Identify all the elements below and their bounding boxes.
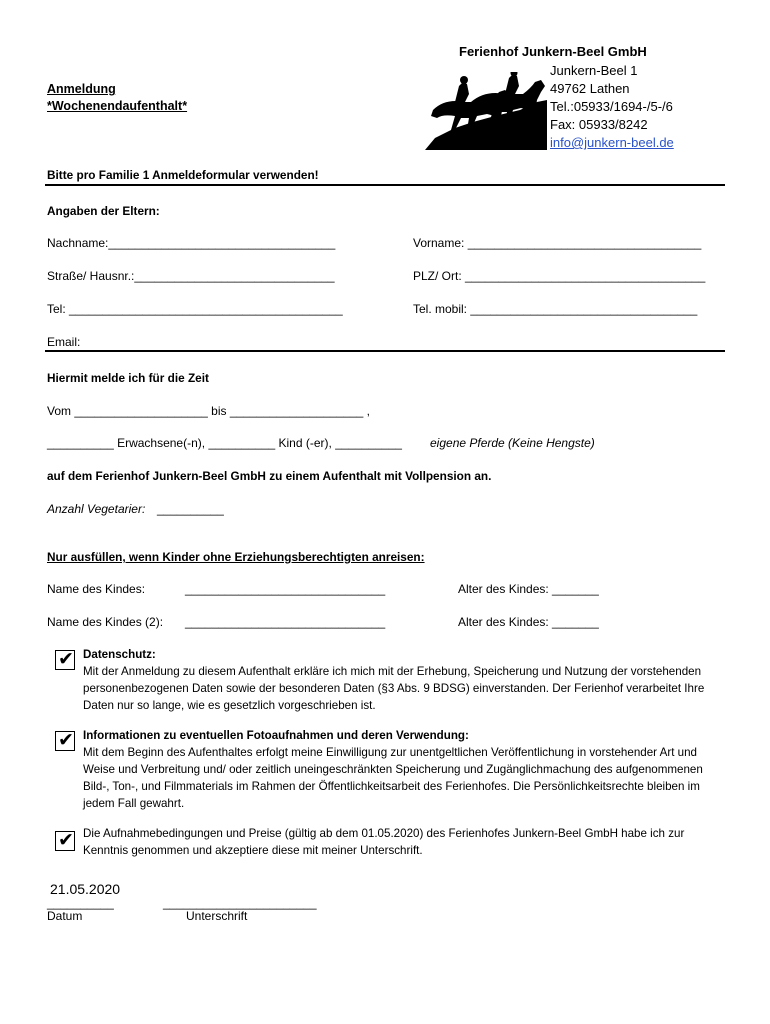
stay-text: auf dem Ferienhof Junkern-Beel GmbH zu einem Aufenthalt mit Vollpension an.: [47, 469, 492, 483]
checkmark-icon: ✔: [58, 829, 74, 851]
agb-text: Die Aufnahmebedingungen und Preise (gültig ab dem 01.05.2020) des Ferienhofes Junkern-Beel GmbH habe ich zur Kenntnis genommen und akzeptiere diese mit meiner Unterschrift.: [83, 827, 685, 857]
checkmark-icon: ✔: [58, 648, 74, 670]
checkmark-icon: ✔: [58, 729, 74, 751]
child-name-label: Name des Kindes:: [47, 582, 146, 596]
horses-label: eigene Pferde (Keine Hengste): [430, 436, 595, 450]
form-subtitle: *Wochenendaufenthalt*: [47, 99, 188, 113]
child2-age-field[interactable]: Alter des Kindes: _______: [458, 615, 599, 629]
tel-mobil-field[interactable]: Tel. mobil: __________________________________: [413, 302, 698, 316]
instruction-text: Bitte pro Familie 1 Anmeldeformular verwenden!: [47, 168, 319, 182]
persons-field[interactable]: __________ Erwachsene(-n), __________ Kind (-er), __________: [47, 436, 402, 450]
vorname-field[interactable]: Vorname: ___________________________________: [413, 236, 702, 250]
foto-text: Mit dem Beginn des Aufenthaltes erfolgt meine Einwilligung zur unentgeltlichen Veröffentlichung in vorstehender Art und Weise und Verbreitung und/ oder zeitlich uneingeschränkten Speicherung und Zugänglichmachung des aufgenommenen Bild-, Ton-, und Filmmaterials im Rahmen der Öffentlichkeitsarbeit des Ferienhofes. Die Persönlichkeitsrechte bleiben im jedem Fall gewahrt.: [83, 746, 703, 810]
date-label: Datum: [47, 909, 83, 923]
company-city: 49762 Lathen: [550, 81, 630, 96]
date-range-field[interactable]: Vom ____________________ bis ____________________ ,: [47, 404, 370, 418]
company-street: Junkern-Beel 1: [550, 63, 638, 78]
foto-heading: Informationen zu eventuellen Fotoaufnahmen und deren Verwendung:: [83, 729, 469, 742]
children-heading: Nur ausfüllen, wenn Kinder ohne Erziehungsberechtigten anreisen:: [47, 550, 425, 564]
tel-field[interactable]: Tel: _________________________________________: [47, 302, 343, 316]
vegetarian-label: Anzahl Vegetarier:: [47, 502, 146, 516]
agb-checkbox[interactable]: [55, 831, 75, 851]
parents-heading: Angaben der Eltern:: [47, 204, 160, 218]
email-field[interactable]: Email:: [47, 335, 81, 349]
foto-block: [83, 727, 723, 812]
strasse-field[interactable]: Straße/ Hausnr.:______________________________: [47, 269, 335, 283]
horse-riders-silhouette-icon: [425, 72, 550, 152]
datenschutz-heading: Datenschutz:: [83, 648, 156, 661]
child2-name-label: Name des Kindes (2):: [47, 615, 164, 629]
date-value[interactable]: 21.05.2020: [50, 881, 121, 897]
signature-line[interactable]: _______________________: [163, 896, 317, 910]
child-age-field[interactable]: Alter des Kindes: _______: [458, 582, 599, 596]
company-email-link[interactable]: info@junkern-beel.de: [550, 135, 674, 150]
child2-name-field[interactable]: ______________________________: [185, 615, 386, 629]
datenschutz-checkbox[interactable]: [55, 650, 75, 670]
datenschutz-text: Mit der Anmeldung zu diesem Aufenthalt erkläre ich mich mit der Erhebung, Speicherung und Nutzung der vorstehenden personenbezogenen Daten sowie der besonderen Daten (§3 Abs. 9 BDSG) einverstanden. Der Ferienhof verarbeitet Ihre Daten nur so lange, wie es gesetzlich vorgeschrieben ist.: [83, 665, 705, 712]
agb-block: [83, 825, 723, 859]
vegetarian-field[interactable]: __________: [157, 502, 224, 516]
company-tel: Tel.:05933/1694-/5-/6: [550, 99, 673, 114]
nachname-field[interactable]: Nachname:__________________________________: [47, 236, 336, 250]
child-name-field[interactable]: ______________________________: [185, 582, 386, 596]
foto-checkbox[interactable]: [55, 731, 75, 751]
divider: [45, 350, 725, 352]
divider: [45, 184, 725, 186]
period-heading: Hiermit melde ich für die Zeit: [47, 371, 209, 385]
form-title: Anmeldung: [47, 82, 116, 96]
plz-ort-field[interactable]: PLZ/ Ort: ____________________________________: [413, 269, 706, 283]
datenschutz-block: [83, 646, 723, 714]
signature-label: Unterschrift: [186, 909, 248, 923]
date-line: __________: [47, 896, 114, 910]
company-name: Ferienhof Junkern-Beel GmbH: [459, 44, 647, 59]
company-fax: Fax: 05933/8242: [550, 117, 648, 132]
